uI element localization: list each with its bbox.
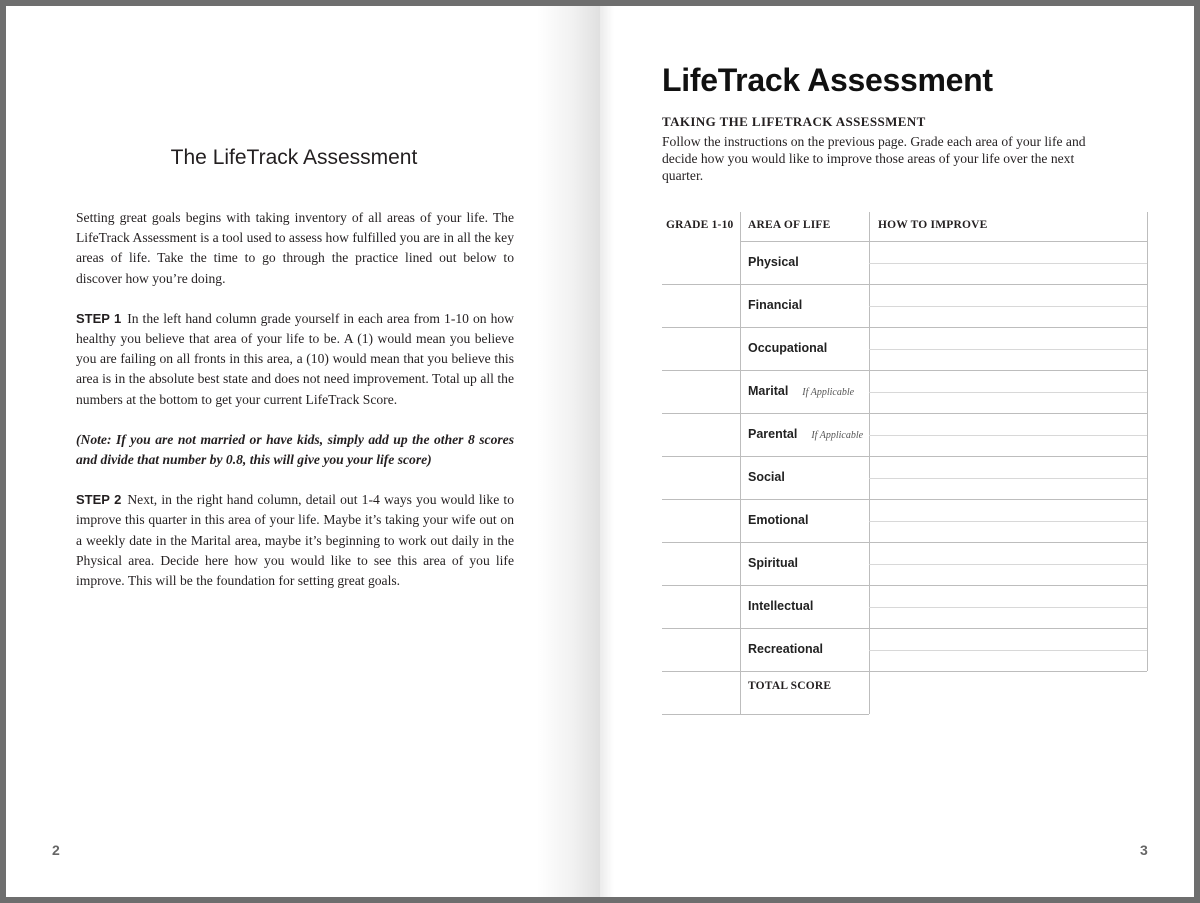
improve-line — [869, 435, 1147, 436]
area-label-emotional — [748, 513, 808, 527]
section-subheading: TAKING THE LIFETRACK ASSESSMENT — [662, 114, 926, 129]
step1-text: In the left hand column grade yourself in each area from 1-10 on how healthy you believe that area of your life to be. A (1) would mean you believe you are failing on all fronts in this area, a (10) would mean that you believe this area is in the absolute best state and does not need improvement. Total up all the numbers at the bottom to get your current LifeTrack Score. — [76, 310, 515, 407]
step1-paragraph — [76, 309, 514, 410]
note-paragraph: (Note: If you are not married or have kids, simply add up the other 8 scores and divide that number by 0.8, this will give you your life score) — [76, 431, 514, 468]
area-name: Emotional — [748, 512, 809, 527]
left-page-body — [76, 208, 514, 611]
page-number-right: 3 — [1140, 842, 1148, 858]
area-label-physical — [748, 255, 799, 269]
step2-paragraph — [76, 490, 514, 591]
improve-line — [869, 306, 1147, 307]
improve-line — [869, 392, 1147, 393]
area-label-financial — [748, 298, 802, 312]
header-divider — [740, 241, 1147, 242]
step2-text: Next, in the right hand column, detail out 1-4 ways you would like to improve this quarter in this area of your life. Maybe it’s taking your wife out on a weekly date in the Marital area, maybe it’s beginning to work out daily in the Physical area. Decide here how you would like to see this area of you life improve. This will be the foundation for setting great goals. — [76, 492, 514, 589]
assessment-table — [662, 212, 1148, 712]
improve-line — [869, 650, 1147, 651]
improve-line — [869, 521, 1147, 522]
area-label-recreational — [748, 642, 823, 656]
improve-line — [869, 263, 1147, 264]
gutter-shadow — [536, 6, 600, 897]
step2-label: STEP 2 — [76, 492, 122, 508]
area-label-occupational — [748, 341, 827, 355]
right-page — [600, 6, 1194, 897]
left-page-title: The LifeTrack Assessment — [170, 146, 418, 169]
instructions-paragraph: Follow the instructions on the previous page. Grade each area of your life and decide how you would like to improve those areas of your life over the next quarter. — [662, 134, 1086, 183]
header-area: AREA OF LIFE — [748, 219, 831, 231]
row-divider — [662, 370, 1147, 371]
table-right-border — [1147, 212, 1148, 671]
improve-line — [869, 564, 1147, 565]
row-divider — [662, 628, 1147, 629]
row-divider — [662, 327, 1147, 328]
header-grade: GRADE 1-10 — [666, 219, 734, 231]
area-name: Parental — [748, 426, 798, 441]
column-divider-area — [869, 212, 870, 714]
improve-line — [869, 478, 1147, 479]
row-divider — [662, 671, 1147, 672]
row-divider — [662, 499, 1147, 500]
header-improve: HOW TO IMPROVE — [878, 219, 988, 231]
area-label-spiritual — [748, 556, 798, 570]
intro-paragraph: Setting great goals begins with taking inventory of all areas of your life. The LifeTrack Assessment is a tool used to assess how fulfilled you are in all the key areas of life. Take the time to go through the practice lined out below to discover how you’re doing. — [76, 210, 514, 286]
area-label-parental — [748, 427, 863, 441]
right-page-title: LifeTrack Assessment — [662, 62, 993, 98]
total-row-bottom — [662, 714, 869, 715]
row-divider — [662, 542, 1147, 543]
area-name: Recreational — [748, 641, 824, 656]
area-name: Occupational — [748, 340, 828, 355]
page-number-left: 2 — [52, 842, 60, 858]
area-name: Marital — [748, 383, 789, 398]
row-divider — [662, 456, 1147, 457]
area-name: Spiritual — [748, 555, 799, 570]
column-divider-grade — [740, 212, 741, 714]
improve-line — [869, 607, 1147, 608]
area-name: Physical — [748, 254, 799, 269]
row-divider — [662, 413, 1147, 414]
area-label-social — [748, 470, 785, 484]
row-divider — [662, 284, 1147, 285]
area-name: Financial — [748, 297, 803, 312]
area-name: Social — [748, 469, 785, 484]
left-page — [6, 6, 600, 897]
step1-label: STEP 1 — [76, 310, 122, 326]
book-spread — [6, 6, 1194, 897]
area-name: Intellectual — [748, 598, 814, 613]
improve-line — [869, 349, 1147, 350]
area-label-intellectual — [748, 599, 813, 613]
if-applicable-note: If Applicable — [811, 429, 864, 441]
row-divider — [662, 585, 1147, 586]
if-applicable-note: If Applicable — [802, 386, 855, 398]
area-label-marital — [748, 384, 854, 398]
total-score-label: TOTAL SCORE — [748, 680, 832, 692]
